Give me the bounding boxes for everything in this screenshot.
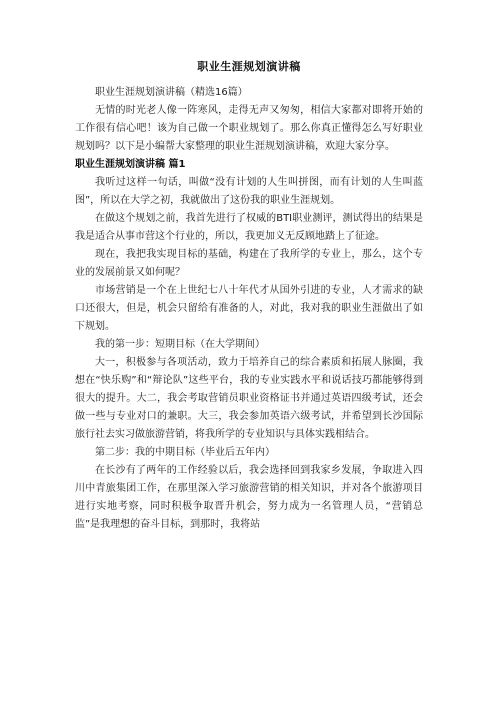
step-heading: 第二步：我的中期目标（毕业后五年内） [95,447,275,458]
paragraph: 大一，积极参与各项活动，致力于培养自己的综合素质和拓展人脉圈，我想在“快乐购”和“辩论队”这些平台，我的专业实践水平和说话技巧都能够得到很大的提升。大二，我会考取营销员职业资格证书并通过英语四级考试，还会做一些与专业对口的兼职。大三，我会参加英语六级考试，并希望到长沙国际旅行社去实习做旅游营销，将我所学的专业知识与具体实践相结合。 [75,357,423,440]
intro-paragraph: 无情的时光老人像一阵寒风，走得无声又匆匆，相信大家都对即将开始的工作很有信心吧！该为自己做一个职业规划了。那么你真正懂得怎么写好职业规划吗？以下是小编帮大家整理的职业生涯规划演讲稿，欢迎大家分享。 [75,105,423,152]
paragraph: 在做这个规划之前，我首先进行了权威的BTI职业测评，测试得出的结果是我是适合从事市营这个行业的，所以，我更加义无反顾地踏上了征途。 [75,213,423,242]
document-subtitle: 职业生涯规划演讲稿（精选16篇） [95,87,248,98]
section-heading: 职业生涯规划演讲稿 篇1 [75,159,186,170]
paragraph: 我听过这样一句话，叫做“没有计划的人生叫拼图，而有计划的人生叫蓝图”，所以在大学之初，我就做出了这份我的职业生涯规划。 [75,177,423,206]
step-heading: 我的第一步：短期目标（在大学期间） [95,339,265,350]
paragraph: 在长沙有了两年的工作经验以后，我会选择回到我家乡发展，争取进入四川中青旅集团工作，在那里深入学习旅游营销的相关知识，并对各个旅游项目进行实地考察，同时积极争取晋升机会，努力成为一名管理人员，“营销总监”是我理想的奋斗目标，到那时，我将站 [75,465,423,530]
document-title: 职业生涯规划演讲稿 [197,60,301,73]
document-page [75,58,423,534]
paragraph: 现在，我把我实现目标的基础，构建在了我所学的专业上，那么，这个专业的发展前景又如何呢？ [75,249,423,278]
paragraph: 市场营销是一个在上世纪七八十年代才从国外引进的专业，人才需求的缺口还很大，但是，机会只留给有准备的人，对此，我对我的职业生涯做出了如下规划。 [75,285,423,332]
